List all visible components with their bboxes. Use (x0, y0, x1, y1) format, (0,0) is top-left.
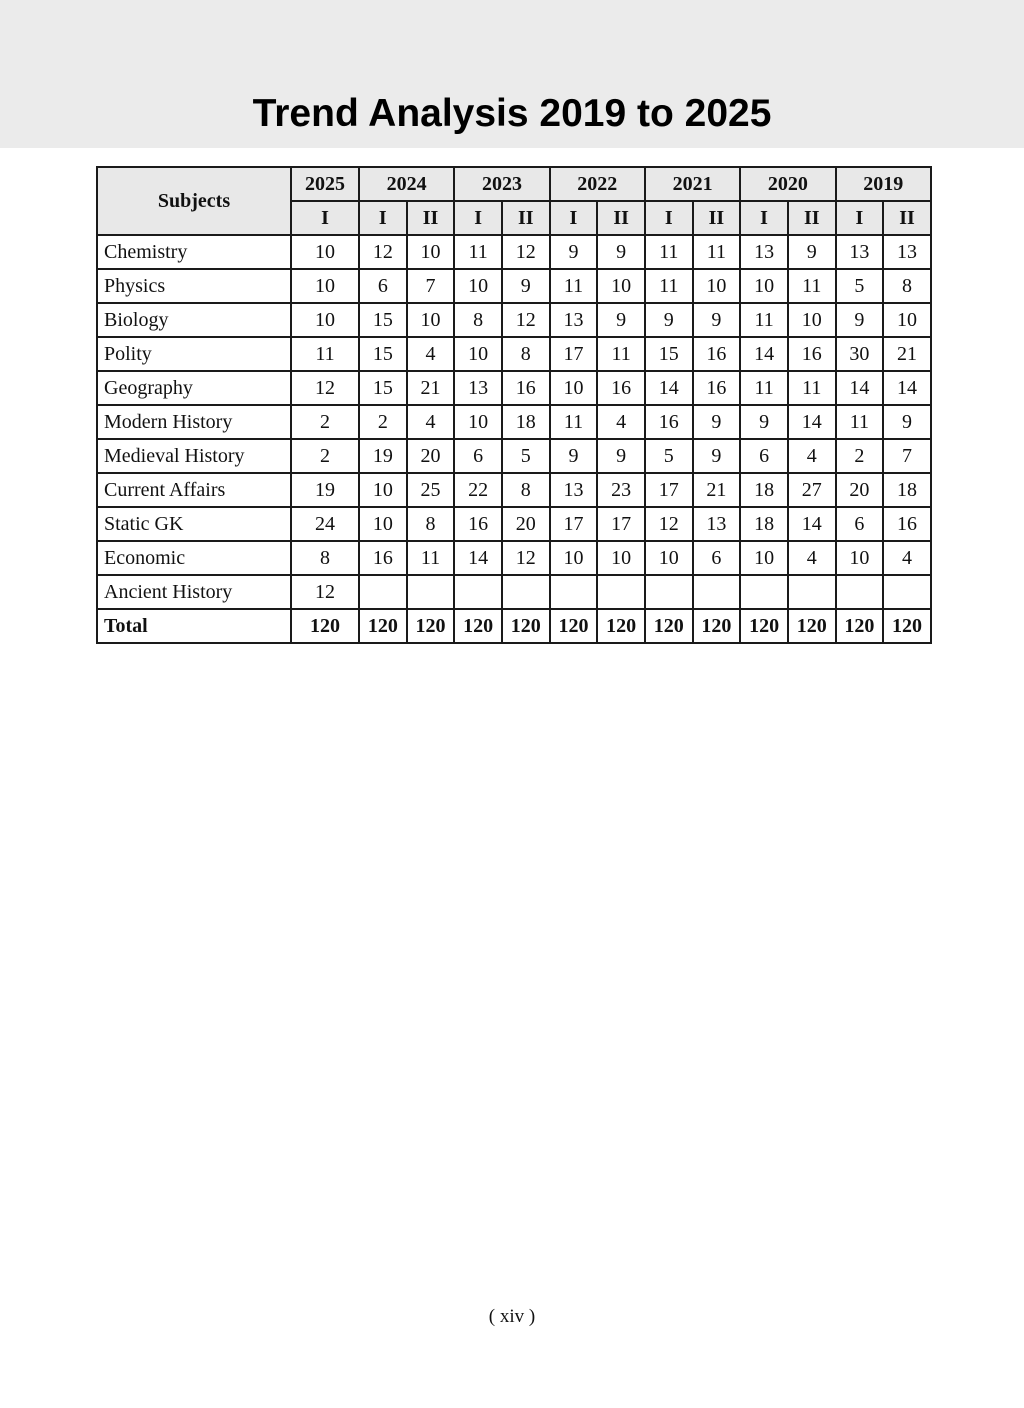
value-cell: 15 (645, 337, 693, 371)
value-cell: 18 (740, 473, 788, 507)
value-cell: 2 (836, 439, 884, 473)
subject-cell: Chemistry (97, 235, 291, 269)
value-cell: 11 (740, 303, 788, 337)
value-cell: 22 (454, 473, 502, 507)
table-body (97, 235, 931, 643)
value-cell: 17 (550, 507, 598, 541)
session-header: I (550, 201, 598, 235)
table-row (97, 473, 931, 507)
subject-cell: Ancient History (97, 575, 291, 609)
value-cell: 4 (407, 405, 455, 439)
year-header-row (97, 167, 931, 201)
year-header: 2024 (359, 167, 454, 201)
value-cell: 12 (291, 575, 359, 609)
subject-cell: Geography (97, 371, 291, 405)
value-cell: 10 (454, 337, 502, 371)
value-cell: 16 (597, 371, 645, 405)
value-cell: 17 (550, 337, 598, 371)
value-cell: 14 (454, 541, 502, 575)
session-header: I (836, 201, 884, 235)
value-cell: 16 (454, 507, 502, 541)
value-cell: 9 (693, 405, 741, 439)
value-cell: 18 (883, 473, 931, 507)
total-cell: 120 (740, 609, 788, 643)
session-header: II (502, 201, 550, 235)
session-header: II (597, 201, 645, 235)
session-header: II (407, 201, 455, 235)
value-cell: 9 (550, 235, 598, 269)
value-cell (454, 575, 502, 609)
value-cell: 10 (550, 371, 598, 405)
value-cell: 10 (597, 541, 645, 575)
value-cell: 10 (359, 507, 407, 541)
value-cell: 10 (788, 303, 836, 337)
table-row (97, 507, 931, 541)
table-row (97, 575, 931, 609)
table-row (97, 439, 931, 473)
value-cell: 25 (407, 473, 455, 507)
subject-cell: Medieval History (97, 439, 291, 473)
total-cell: 120 (693, 609, 741, 643)
value-cell: 20 (407, 439, 455, 473)
value-cell: 30 (836, 337, 884, 371)
value-cell: 10 (291, 303, 359, 337)
table-row (97, 541, 931, 575)
value-cell: 11 (788, 269, 836, 303)
value-cell: 10 (883, 303, 931, 337)
subject-cell: Modern History (97, 405, 291, 439)
value-cell: 6 (740, 439, 788, 473)
value-cell: 21 (693, 473, 741, 507)
value-cell: 20 (836, 473, 884, 507)
value-cell: 11 (454, 235, 502, 269)
value-cell: 14 (836, 371, 884, 405)
value-cell: 14 (740, 337, 788, 371)
value-cell (359, 575, 407, 609)
value-cell: 9 (645, 303, 693, 337)
value-cell: 13 (693, 507, 741, 541)
total-cell: 120 (883, 609, 931, 643)
value-cell: 5 (645, 439, 693, 473)
value-cell: 18 (502, 405, 550, 439)
page-title: Trend Analysis 2019 to 2025 (252, 92, 772, 135)
value-cell: 7 (407, 269, 455, 303)
value-cell: 6 (693, 541, 741, 575)
subject-cell: Physics (97, 269, 291, 303)
value-cell (597, 575, 645, 609)
value-cell: 9 (597, 235, 645, 269)
value-cell: 16 (645, 405, 693, 439)
value-cell: 14 (788, 405, 836, 439)
value-cell: 12 (502, 235, 550, 269)
value-cell: 11 (597, 337, 645, 371)
value-cell (740, 575, 788, 609)
value-cell: 10 (454, 269, 502, 303)
value-cell (407, 575, 455, 609)
value-cell: 27 (788, 473, 836, 507)
value-cell: 19 (359, 439, 407, 473)
year-header: 2022 (550, 167, 645, 201)
value-cell: 9 (693, 303, 741, 337)
value-cell: 5 (502, 439, 550, 473)
subject-cell: Current Affairs (97, 473, 291, 507)
value-cell: 9 (836, 303, 884, 337)
value-cell: 10 (454, 405, 502, 439)
value-cell: 9 (502, 269, 550, 303)
value-cell: 13 (550, 473, 598, 507)
subjects-header: Subjects (97, 167, 291, 235)
table-row (97, 405, 931, 439)
value-cell: 10 (291, 235, 359, 269)
value-cell: 11 (836, 405, 884, 439)
value-cell: 10 (740, 541, 788, 575)
value-cell: 10 (645, 541, 693, 575)
subject-cell: Biology (97, 303, 291, 337)
value-cell: 11 (291, 337, 359, 371)
value-cell (836, 575, 884, 609)
value-cell: 6 (836, 507, 884, 541)
value-cell: 12 (502, 541, 550, 575)
value-cell: 16 (693, 337, 741, 371)
value-cell: 9 (788, 235, 836, 269)
session-header: I (740, 201, 788, 235)
total-cell: 120 (597, 609, 645, 643)
value-cell: 9 (550, 439, 598, 473)
value-cell: 13 (740, 235, 788, 269)
value-cell: 9 (740, 405, 788, 439)
value-cell: 4 (407, 337, 455, 371)
value-cell: 11 (550, 405, 598, 439)
value-cell: 2 (291, 439, 359, 473)
value-cell: 11 (407, 541, 455, 575)
value-cell: 9 (597, 303, 645, 337)
value-cell: 2 (359, 405, 407, 439)
value-cell (502, 575, 550, 609)
total-cell: 120 (502, 609, 550, 643)
value-cell: 14 (645, 371, 693, 405)
table-row (97, 371, 931, 405)
value-cell: 4 (788, 439, 836, 473)
session-header: II (693, 201, 741, 235)
value-cell: 5 (836, 269, 884, 303)
value-cell: 16 (883, 507, 931, 541)
value-cell: 8 (291, 541, 359, 575)
table-header (97, 167, 931, 235)
value-cell (693, 575, 741, 609)
value-cell: 13 (550, 303, 598, 337)
value-cell: 10 (693, 269, 741, 303)
session-header: I (645, 201, 693, 235)
value-cell: 16 (502, 371, 550, 405)
session-header: I (359, 201, 407, 235)
value-cell: 16 (359, 541, 407, 575)
session-header: I (291, 201, 359, 235)
total-row (97, 609, 931, 643)
value-cell: 9 (883, 405, 931, 439)
total-cell: 120 (788, 609, 836, 643)
value-cell: 11 (550, 269, 598, 303)
value-cell: 4 (597, 405, 645, 439)
value-cell: 8 (502, 337, 550, 371)
value-cell (788, 575, 836, 609)
value-cell: 12 (291, 371, 359, 405)
total-cell: 120 (836, 609, 884, 643)
total-cell: 120 (359, 609, 407, 643)
value-cell (645, 575, 693, 609)
value-cell: 10 (836, 541, 884, 575)
value-cell: 8 (454, 303, 502, 337)
value-cell: 10 (550, 541, 598, 575)
value-cell: 10 (407, 303, 455, 337)
value-cell: 8 (883, 269, 931, 303)
subject-cell: Polity (97, 337, 291, 371)
value-cell: 19 (291, 473, 359, 507)
value-cell: 10 (359, 473, 407, 507)
total-cell: 120 (291, 609, 359, 643)
value-cell: 4 (883, 541, 931, 575)
table-row (97, 303, 931, 337)
value-cell: 8 (502, 473, 550, 507)
value-cell: 17 (645, 473, 693, 507)
session-header: I (454, 201, 502, 235)
value-cell: 11 (693, 235, 741, 269)
table-row (97, 337, 931, 371)
value-cell: 12 (645, 507, 693, 541)
page-number: ( xiv ) (488, 1306, 536, 1327)
value-cell: 8 (407, 507, 455, 541)
value-cell: 24 (291, 507, 359, 541)
value-cell: 13 (883, 235, 931, 269)
value-cell: 11 (645, 235, 693, 269)
value-cell: 20 (502, 507, 550, 541)
value-cell (883, 575, 931, 609)
value-cell: 15 (359, 371, 407, 405)
value-cell: 16 (693, 371, 741, 405)
year-header: 2019 (836, 167, 931, 201)
value-cell: 17 (597, 507, 645, 541)
value-cell: 23 (597, 473, 645, 507)
value-cell: 12 (359, 235, 407, 269)
value-cell: 4 (788, 541, 836, 575)
value-cell: 18 (740, 507, 788, 541)
value-cell: 21 (883, 337, 931, 371)
year-header: 2021 (645, 167, 740, 201)
session-header: II (883, 201, 931, 235)
subject-cell: Economic (97, 541, 291, 575)
value-cell: 9 (597, 439, 645, 473)
total-cell: 120 (645, 609, 693, 643)
total-cell: 120 (454, 609, 502, 643)
value-cell: 2 (291, 405, 359, 439)
value-cell: 12 (502, 303, 550, 337)
value-cell: 13 (836, 235, 884, 269)
subject-cell: Static GK (97, 507, 291, 541)
value-cell: 9 (693, 439, 741, 473)
table-row (97, 235, 931, 269)
value-cell: 15 (359, 303, 407, 337)
value-cell: 10 (740, 269, 788, 303)
value-cell: 16 (788, 337, 836, 371)
trend-table (96, 166, 932, 644)
value-cell: 21 (407, 371, 455, 405)
value-cell: 15 (359, 337, 407, 371)
total-label: Total (97, 609, 291, 643)
value-cell: 14 (883, 371, 931, 405)
value-cell: 11 (788, 371, 836, 405)
value-cell: 14 (788, 507, 836, 541)
value-cell: 6 (359, 269, 407, 303)
value-cell: 10 (407, 235, 455, 269)
table-row (97, 269, 931, 303)
session-header: II (788, 201, 836, 235)
value-cell: 10 (291, 269, 359, 303)
value-cell (550, 575, 598, 609)
value-cell: 11 (645, 269, 693, 303)
value-cell: 7 (883, 439, 931, 473)
year-header: 2023 (454, 167, 549, 201)
year-header: 2020 (740, 167, 835, 201)
value-cell: 6 (454, 439, 502, 473)
value-cell: 10 (597, 269, 645, 303)
total-cell: 120 (550, 609, 598, 643)
value-cell: 13 (454, 371, 502, 405)
total-cell: 120 (407, 609, 455, 643)
value-cell: 11 (740, 371, 788, 405)
year-header: 2025 (291, 167, 359, 201)
